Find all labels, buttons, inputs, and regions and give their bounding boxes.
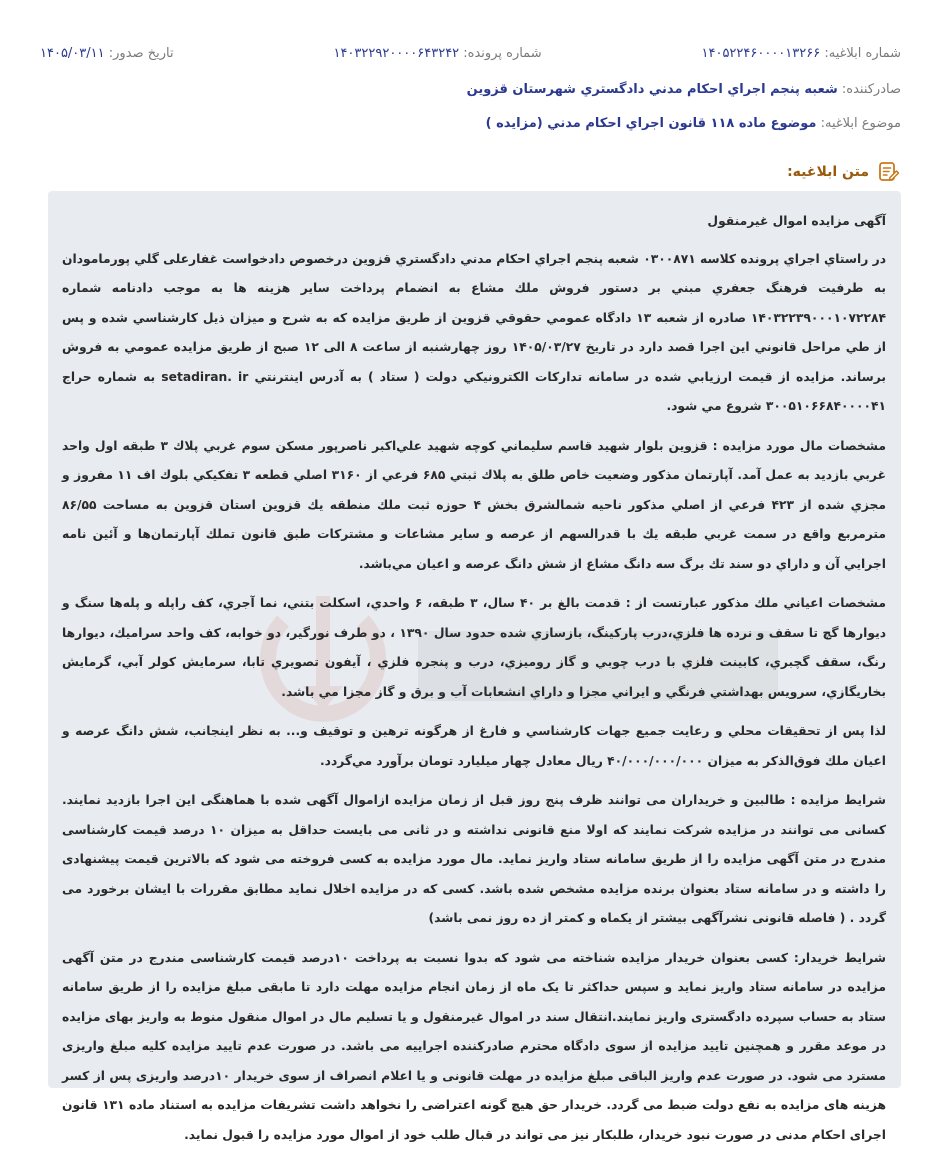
sender-label: صادرکننده: [841,82,901,97]
header-meta-row [40,46,901,66]
issue-date [40,46,174,66]
notice-number-label: شماره ابلاغیه: [824,46,901,61]
paragraph-buyer-terms: شرايط خريدار: كسى بعنوان خريدار مزايده شناخته مى شود كه بدوا نسبت به پرداخت ۱۰درصد قيمت كارشناسى مندرج در متن آگهى مزايده در سامانه ستاد واريز نمايد و سپس حداكثر تا يک ماه از زمان انجام مزايده مهلت دارد تا مابقى مبلغ مزايده را از طريق سامانه ستاد به حساب سپرده دادگسترى واريز نمايند.انتقال سند در اموال غيرمنقول و يا تسليم مال در اموال منقول منوط به واريز بهاى مزايده در موعد مقرر و همچنين تاييد مزايده از سوى دادگاه محترم صادركننده اجراييه مى باشد. در صورت عدم تاييد مزايده كليه مبلغ واريزى مسترد مى شود. در صورت عدم واريز الباقى مبلغ مزايده در مهلت قانونى و يا اعلام انصراف از سوى خريدار ۱۰درصد واريزى پس از كسر هزينه هاى مزايده به نفع دولت ضبط مى گردد. خريدار حق هيچ گونه اعتراضى را نخواهد داشت تشريفات مزايده به استناد ماده ۱۳۱ قانون اجراى احكام مدنى در صورت نبود خريدار، طلبكار نيز مى تواند در قبال طلب خود از اموال مورد مزايده را قبول نمايد. [62,950,886,1142]
subject-label: موضوع ابلاغیه: [820,116,901,131]
case-number [333,46,541,66]
paragraph-intro: در راستاي اجراي پرونده كلاسه ۰۳۰۰۸۷۱ شعبه پنجم اجراي احكام مدني دادگستري قزوين درخصوص دادخواست غفارعلى گلي پورمامودان به طرفيت فرهنگ جعفري مبني بر دستور فروش ملك مشاع به انضمام پرداخت ساير هزينه ها به موجب دادنامه شماره ۱۴۰۳۲۲۳۹۰۰۰۱۰۷۲۲۸۴ صادره از شعبه ۱۳ دادگاه عمومي حقوقي قزوين از طريق مزايده كه به شرح و ميزان ذيل كارشناسي شده و پس از طي مراحل قانوني اين اجرا قصد دارد در تاريخ ۱۴۰۵/۰۳/۲۷ روز چهارشنبه از ساعت ۸ الی ۱۲ صبح از طريق مزايده عمومي به فروش برساند. مزايده از قيمت ارزيابي شده در سامانه تداركات الكترونيكي دولت ( ستاد ) به آدرس اينترنتي setadiran. ir به شماره حراج ۳۰۰۵۱۰۶۶۸۴۰۰۰۰۴۱ شروع مي شود. [62,251,887,413]
notice-number-value: ۱۴۰۵۲۲۴۶۰۰۰۰۱۳۲۶۶ [701,46,821,61]
sender-value: شعبه پنجم اجراي احكام مدني دادگستري شهرستان قزوين [466,82,838,97]
issue-date-label: تاریخ صدور: [108,46,174,61]
paragraph-property-specs: مشخصات مال مورد مزايده : قزوين بلوار شهيد قاسم سليماني كوچه شهيد علي‌اكبر ناصرپور مسكن سوم غربي پلاك ۳ طبقه اول واحد غربي بازديد به عمل آمد. آپارتمان مذكور وضعيت خاص طلق به پلاك ثبتي ۶۸۵ فرعي از ۳۱۶۰ اصلي قطعه ۳ تفكيكي بلوك اف ۱۱ مفروز و مجزي شده از ۴۲۳ فرعي از اصلي مذكور ناحيه شمالشرق بخش ۴ حوزه ثبت ملك منطقه يك قزوين استان قزوين به مساحت ۸۶/۵۵ مترمربع واقع در سمت غربي طبقه يك با قدرالسهم از عرصه و ساير مشاعات و مشتركات طبق قانون تملك آپارتمان‌ها و آئين نامه اجرايي آن و داراي دو سند تك برگ سه دانگ مشاع از شش دانگ عرصه و اعيان مي‌باشد. [62,438,886,571]
notice-body [62,207,886,1160]
notice-heading: آگهی مزایده اموال غیرمنقول [707,214,886,228]
sender-row [40,82,901,97]
paragraph-valuation: لذا پس از تحقيقات محلي و رعايت جميع جهات كارشناسي و فارغ از هرگونه ترهين و توقيف و... به نظر اينجانب، شش دانگ عرصه و اعيان ملك فوق‌الذكر به ميزان ۴۰/۰۰۰/۰۰۰/۰۰۰ ريال معادل چهار ميليارد تومان برآورد مي‌گردد. [62,724,886,768]
paragraph-auction-terms: شرايط مزايده : طالبين و خريداران مى توانند ظرف پنج روز قبل از زمان مزايده ازاموال آگهى شده با هماهنگى اين اجرا بازديد نمايند. كسانى مى توانند در مزايده شركت نمايند كه اولا منع قانونى نداشته و در ثانى مى بايست حداقل به ميزان ۱۰ درصد قيمت كارشناسى مندرج در متن آگهى مزايده را از طريق سامانه ستاد واريز نمايد. مال مورد مزايده به كسى فروخته مى شود كه بالاترين قيمت پيشنهادى را داشته و در سامانه ستاد بعنوان برنده مزايده مشخص شده باشد. كسى كه در مزايده اخلال نمايد مطابق مقررات با ايشان برخورد مى گردد . ( فاصله قانونى نشرآگهى بيشتر از يكماه و كمتر از ده روز نمى باشد) [62,793,886,925]
issue-date-value: ۱۴۰۵/۰۳/۱۱ [40,46,105,61]
case-number-label: شماره پرونده: [463,46,542,61]
notice-text-heading [787,160,901,184]
notice-number [702,46,902,66]
subject-value: موضوع ماده ۱۱۸ قانون اجراي احكام مدني (مزايده ) [485,116,817,131]
paragraph-building-specs: مشخصات اعياني ملك مذكور عبارتست از : قدمت بالغ بر ۴۰ سال، ۳ طبقه، ۶ واحدي، اسكلت بتني، نما آجري، كف راپله و پله‌ها سنگ و ديوارها گچ تا سقف و نرده ها فلزي،درب پاركينگ، بازسازي شده حدود سال ۱۳۹۰ ، دو طرف نورگير، دو خوابه، كف واحد سراميك، ديوارها رنگ، سقف گچبري، كابينت فلزي با درب چوبي و گاز روميزي، درب و پنجره فلزي ، آيفون تصويري تابا، سرمايش كولر آبي، گرمايش بخاريگازي، سرويس بهداشتي فرنگي و ايراني مجزا و داراي انشعابات آب و برق و گاز مجزا مي باشد. [62,596,887,699]
case-number-value: ۱۴۰۳۲۲۹۲۰۰۰۰۶۴۳۲۴۲ [333,46,460,61]
subject-row [40,116,901,131]
document-edit-icon [877,160,901,184]
notice-text-title: متن ابلاغیه: [787,164,869,180]
notice-text-panel [48,191,901,1142]
